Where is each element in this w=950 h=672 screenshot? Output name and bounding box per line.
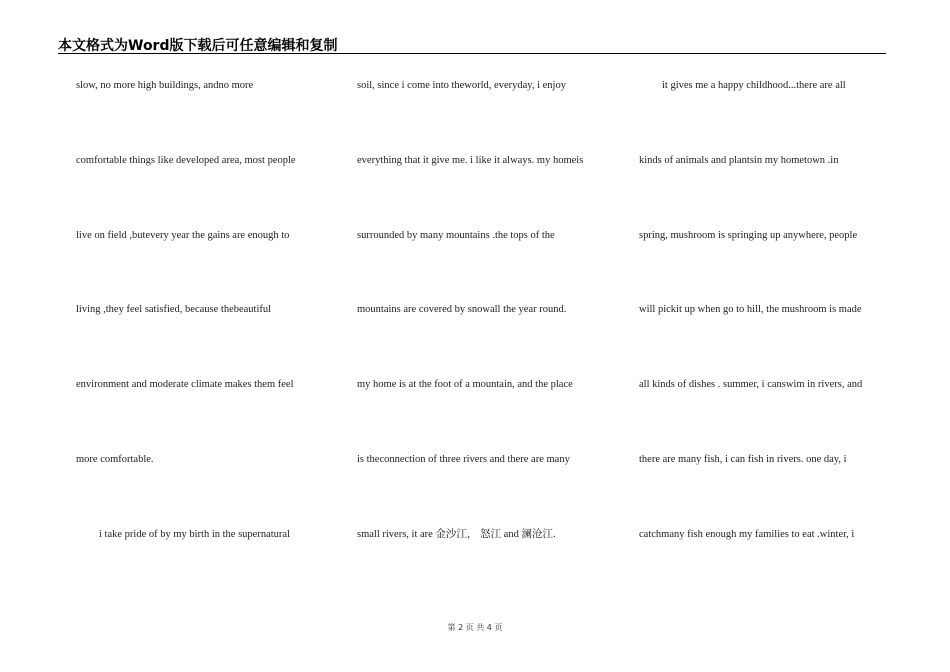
header-divider bbox=[58, 53, 886, 54]
text-line: environment and moderate climate makes them feel bbox=[76, 379, 294, 390]
text-line: more comfortable. bbox=[76, 454, 154, 465]
document-header-title: 本文格式为Word版下载后可任意编辑和复制 bbox=[58, 38, 338, 54]
text-line: my home is at the foot of a mountain, and the place bbox=[357, 379, 573, 390]
text-line: is theconnection of three rivers and there are many bbox=[357, 454, 570, 465]
text-line: living ,they feel satisfied, because thebeautiful bbox=[76, 304, 272, 315]
text-line: all kinds of dishes . summer, i canswim in rivers, and bbox=[639, 379, 863, 390]
text-line: it gives me a happy childhood...there are all bbox=[662, 80, 846, 91]
text-line: comfortable things like developed area, most people bbox=[76, 155, 296, 166]
text-line: there are many fish, i can fish in rivers. one day, i bbox=[639, 454, 847, 465]
text-line: live on field ,butevery year the gains are enough to bbox=[76, 230, 290, 241]
text-line: catchmany fish enough my families to eat .winter, i bbox=[639, 529, 855, 540]
text-line: i take pride of by my birth in the supernatural bbox=[99, 529, 290, 540]
text-line: small rivers, it are 金沙江， 怒江 and 澜沧江. bbox=[357, 529, 556, 540]
page-number-footer: 第 2 页 共 4 页 bbox=[447, 623, 503, 632]
text-line: surrounded by many mountains .the tops of the bbox=[357, 230, 555, 241]
text-line: soil, since i come into theworld, everyday, i enjoy bbox=[357, 80, 566, 91]
text-line: slow, no more high buildings, andno more bbox=[76, 80, 254, 91]
text-line: everything that it give me. i like it always. my homeis bbox=[357, 155, 584, 166]
text-line: kinds of animals and plantsin my hometown .in bbox=[639, 155, 839, 166]
text-line: will pickit up when go to hill, the mushroom is made bbox=[639, 304, 862, 315]
text-line: mountains are covered by snowall the year round. bbox=[357, 304, 567, 315]
text-line: spring, mushroom is springing up anywhere, people bbox=[639, 230, 858, 241]
